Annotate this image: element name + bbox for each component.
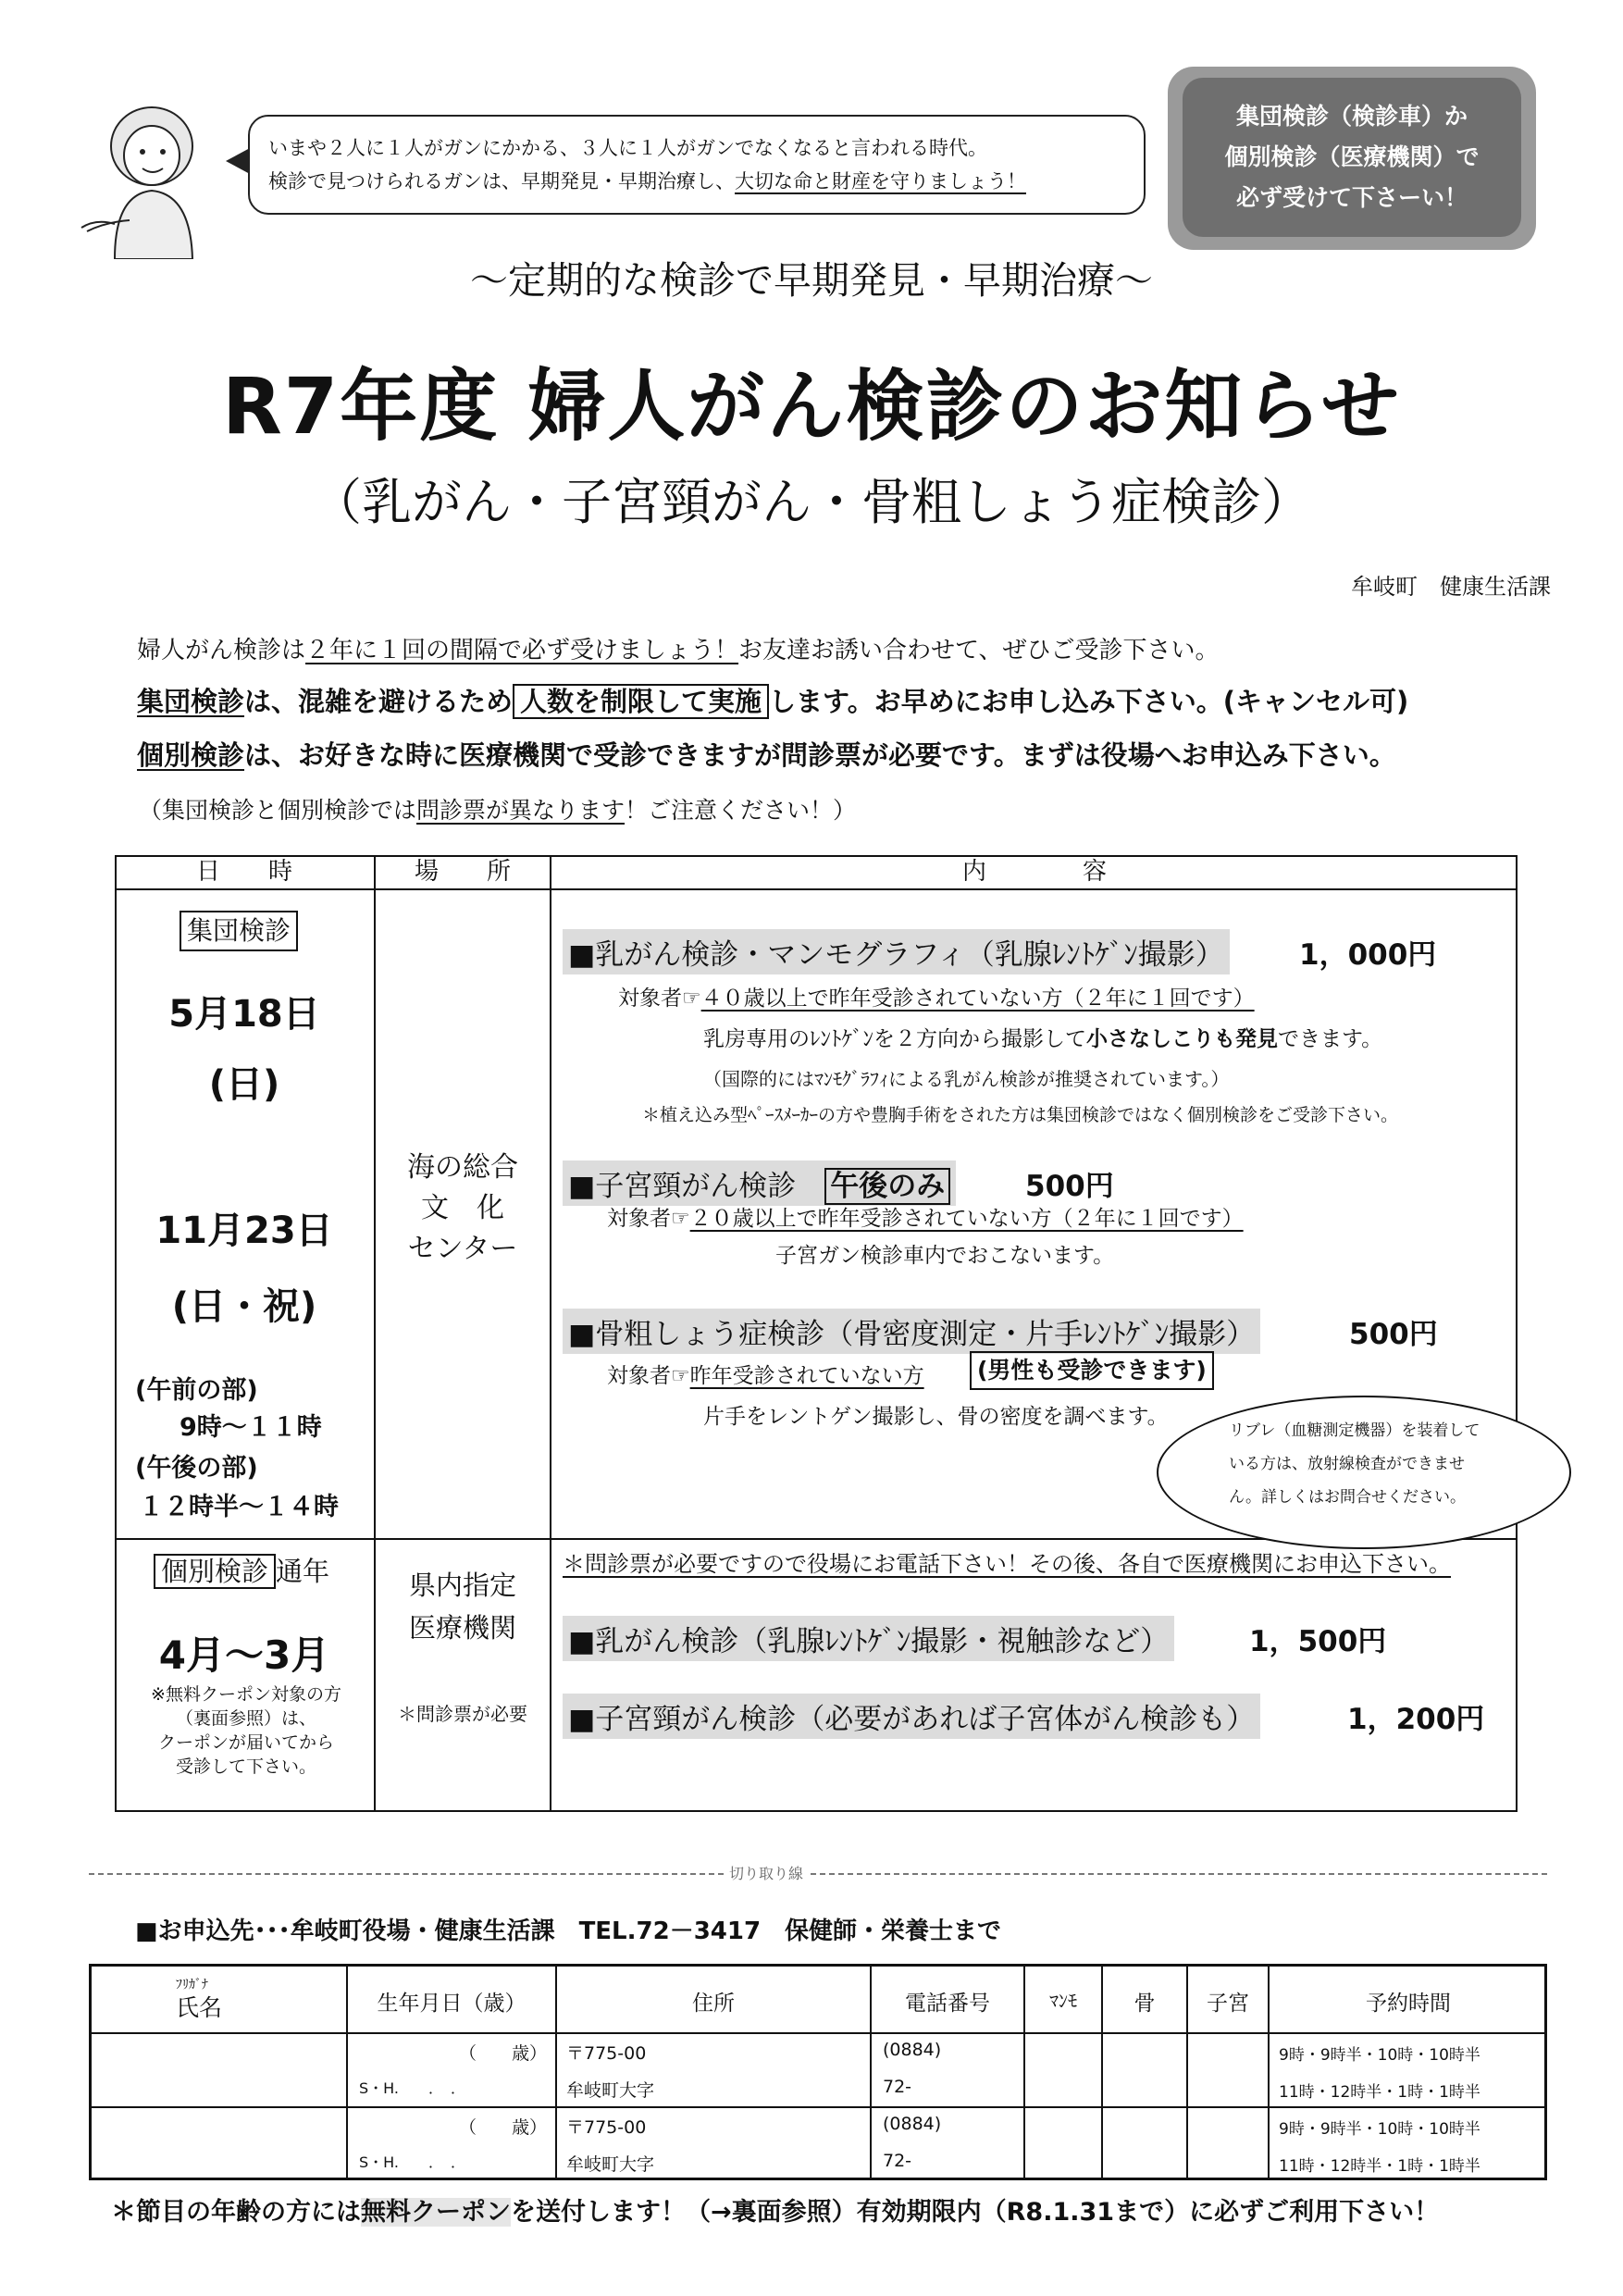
intro-l1b: ２年に１回の間隔で必ず受けましょう！ xyxy=(305,637,739,664)
group-place-3: センター xyxy=(407,1233,518,1265)
intro-line-2 xyxy=(137,681,1408,719)
row2-age[interactable]: （ 歳） xyxy=(459,2117,548,2138)
group-date-2: 11月23日 xyxy=(155,1210,333,1252)
group-breast-note-1: （国際的にはﾏﾝﾓｸﾞﾗﾌｨによる乳がん検診が推奨されています。） xyxy=(703,1068,1230,1090)
row2-zip[interactable]: 〒775-00 xyxy=(566,2117,647,2138)
notice-line-3: 必ず受けて下さーい！ xyxy=(1235,184,1468,211)
indiv-note-1: ※無料クーポン対象の方 xyxy=(151,1684,341,1705)
indiv-note-4: 受診して下さい。 xyxy=(175,1756,316,1777)
group-breast-price: 1，000円 xyxy=(1299,938,1437,972)
row2-phone[interactable]: 72- xyxy=(883,2151,912,2171)
intro-l2d: します。お早めにお申し込み下さい。(キャンセル可) xyxy=(769,686,1409,717)
group-bone-title: ■骨粗しょう症検診（骨密度測定・片手ﾚﾝﾄｹﾞﾝ撮影） xyxy=(563,1309,1260,1354)
group-bone-target-text: 昨年受診されていない方 xyxy=(689,1364,924,1388)
footer-coupon: 無料クーポン xyxy=(361,2198,511,2227)
page-subtitle: （乳がん・子宮頸がん・骨粗しょう症検診） xyxy=(312,473,1311,531)
speech-line-2b: 大切な命と財産を守りましょう！ xyxy=(735,170,1026,192)
am-label: (午前の部) xyxy=(135,1376,258,1405)
apply-heading: ■お申込先･･･牟岐町役場・健康生活課 TEL.72－3417 保健師・栄養士まで xyxy=(135,1917,1002,1945)
indiv-breast-title: ■乳がん検診（乳腺ﾚﾝﾄｹﾞﾝ撮影・視触診など） xyxy=(563,1616,1174,1661)
intro-l4a: （集団検診と個別検診では xyxy=(139,797,417,824)
group-breast-desc xyxy=(703,1022,1382,1052)
indiv-cervical-title: ■子宮頸がん検診（必要があれば子宮体がん検診も） xyxy=(563,1694,1260,1739)
department: 牟岐町 健康生活課 xyxy=(1351,574,1551,600)
intro-line-4 xyxy=(139,792,856,825)
group-exam-label: 集団検診 xyxy=(180,911,298,951)
indiv-exam-label xyxy=(154,1551,329,1589)
footer-c: を送付します！（→裏面参照）有効期限内（R8.1.31まで）に必ずご利用下さい！ xyxy=(511,2198,1440,2227)
group-breast-target xyxy=(618,981,1255,1011)
page-title: R7年度 婦人がん検診のお知らせ xyxy=(222,361,1401,452)
reg-header-address: 住所 xyxy=(692,1992,735,2016)
male-eligible-badge: (男性も受診できます) xyxy=(970,1351,1214,1390)
intro-l4b: 問診票が異なります xyxy=(416,797,626,824)
cut-line xyxy=(89,1873,1547,1875)
nurse-icon xyxy=(78,102,244,259)
group-cervical-target-text: ２０歳以上で昨年受診されていない方（２年に１回です） xyxy=(689,1207,1244,1231)
col-header-content: 内 容 xyxy=(961,858,1107,886)
intro-l4c: ！ご注意ください！） xyxy=(625,797,857,824)
indiv-note-2: （裏面参照）は、 xyxy=(175,1708,316,1729)
indiv-place xyxy=(376,1564,550,1649)
libre-note-1: リブレ（血糖測定機器）を装着して xyxy=(1229,1421,1481,1440)
row2-address[interactable]: 牟岐町大字 xyxy=(566,2154,655,2175)
group-cervical-target xyxy=(607,1201,1244,1232)
target-prefix: 対象者☞ xyxy=(607,1207,690,1231)
breast-desc-c: できます。 xyxy=(1278,1027,1383,1051)
indiv-breast-price: 1，500円 xyxy=(1249,1625,1387,1658)
indiv-label-suffix: 通年 xyxy=(276,1556,330,1587)
reg-header-divider xyxy=(89,2032,1547,2034)
group-cervical-price: 500円 xyxy=(1025,1170,1114,1203)
intro-l1a: 婦人がん検診は xyxy=(137,637,306,664)
group-date-1: 5月18日 xyxy=(168,993,320,1036)
libre-note-3: ん。詳しくはお問合せください。 xyxy=(1229,1488,1467,1507)
speech-bubble xyxy=(248,115,1146,215)
furigana-label: ﾌﾘｶﾞﾅ xyxy=(176,1978,208,1992)
reg-header-name: 氏名 xyxy=(176,1994,223,2021)
row1-area-code[interactable]: (0884) xyxy=(883,2040,942,2060)
col-header-place: 場 所 xyxy=(414,858,511,886)
group-place-2: 文 化 xyxy=(421,1192,504,1224)
group-cervical-desc: 子宮ガン検診車内でおこないます。 xyxy=(775,1244,1115,1268)
row1-age[interactable]: （ 歳） xyxy=(459,2043,548,2064)
reg-header-uterus: 子宮 xyxy=(1207,1992,1249,2016)
row1-address[interactable]: 牟岐町大字 xyxy=(566,2080,655,2101)
indiv-period: 4月～3月 xyxy=(158,1632,330,1678)
row2-area-code[interactable]: (0884) xyxy=(883,2114,942,2134)
col-header-datetime: 日 時 xyxy=(195,858,292,886)
row2-time-1[interactable]: 9時・9時半・10時・10時半 xyxy=(1279,2120,1481,2139)
afternoon-only-badge: 午後のみ xyxy=(824,1168,950,1205)
indiv-cervical-price: 1，200円 xyxy=(1347,1703,1485,1736)
intro-line-1 xyxy=(137,631,1220,665)
row1-era[interactable]: S・H. ． ． xyxy=(359,2079,465,2097)
intro-l3a: 個別検診 xyxy=(137,739,245,771)
breast-desc-b: 小さなしこりも発見 xyxy=(1086,1027,1278,1051)
libre-note-2: いる方は、放射線検査ができませ xyxy=(1229,1455,1465,1473)
speech-line-2a: 検診で見つけられるガンは、早期発見・早期治療し、 xyxy=(268,170,735,192)
intro-l2b: は、混雑を避けるため xyxy=(244,686,514,717)
indiv-place-note: ＊問診票が必要 xyxy=(398,1703,527,1725)
group-place xyxy=(376,1148,550,1270)
group-breast-title: ■乳がん検診・マンモグラフィ（乳腺ﾚﾝﾄｹﾞﾝ撮影） xyxy=(563,929,1230,974)
indiv-notice xyxy=(563,1545,1451,1578)
nurse-illustration xyxy=(78,102,244,259)
row1-phone[interactable]: 72- xyxy=(883,2077,912,2097)
indiv-place-2: 医療機関 xyxy=(408,1612,516,1644)
pm-label: (午後の部) xyxy=(135,1454,258,1483)
reg-header-bone: 骨 xyxy=(1134,1992,1156,2016)
intro-l2a: 集団検診 xyxy=(137,686,245,717)
row2-era[interactable]: S・H. ． ． xyxy=(359,2153,465,2171)
am-time: 9時～１１時 xyxy=(180,1413,322,1442)
col-divider-2 xyxy=(550,855,551,1812)
reg-header-mammo: ﾏﾝﾓ xyxy=(1049,1990,1077,2012)
indiv-notice-text: ＊問診票が必要ですので役場にお電話下さい！その後、各自で医療機関にお申込下さい。 xyxy=(563,1551,1451,1577)
group-breast-note-2: ＊植え込み型ﾍﾟｰｽﾒｰｶｰの方や豊胸手術をされた方は集団検診ではなく個別検診をご受診下さい。 xyxy=(642,1105,1399,1125)
subtitle: ～定期的な検診で早期発見・早期治療～ xyxy=(470,258,1153,303)
breast-desc-a: 乳房専用のﾚﾝﾄｹﾞﾝを２方向から撮影して xyxy=(703,1027,1086,1051)
col-divider-1 xyxy=(374,855,376,1812)
group-date-2-day: (日・祝) xyxy=(171,1285,317,1328)
footer-note xyxy=(111,2191,1439,2228)
indiv-label-text: 個別検診 xyxy=(154,1554,276,1589)
row1-time-2[interactable]: 11時・12時半・1時・1時半 xyxy=(1279,2083,1481,2102)
notice-line-2: 個別検診（医療機関）で xyxy=(1224,143,1480,170)
group-bone-price: 500円 xyxy=(1349,1318,1438,1351)
libre-note xyxy=(1229,1414,1525,1514)
row1-time-1[interactable]: 9時・9時半・10時・10時半 xyxy=(1279,2046,1481,2065)
target-prefix: 対象者☞ xyxy=(618,987,701,1011)
speech-line-1: いまや２人に１人がガンにかかる、３人に１人がガンでなくなると言われる時代。 xyxy=(268,137,987,159)
footer-a: ＊節目の年齢の方には xyxy=(111,2198,361,2227)
pm-time: １２時半～１４時 xyxy=(139,1493,339,1521)
group-place-1: 海の総合 xyxy=(407,1151,518,1184)
notice-line-1: 集団検診（検診車）か xyxy=(1235,103,1468,130)
group-cervical-title xyxy=(563,1160,956,1206)
group-date-1-day: (日) xyxy=(208,1063,280,1106)
intro-l3b: は、お好きな時に医療機関で受診できますが問診票が必要です。まずは役場へお申込み下さい。 xyxy=(244,739,1396,771)
reg-header-dob: 生年月日（歳） xyxy=(377,1992,527,2016)
intro-line-3 xyxy=(137,735,1396,773)
notice-box xyxy=(1183,78,1521,237)
indiv-note-3: クーポンが届いてから xyxy=(157,1732,334,1753)
header-row-divider xyxy=(115,888,1518,890)
speech-bubble-tail xyxy=(226,148,250,174)
group-breast-target-text: ４０歳以上で昨年受診されていない方（２年に１回です） xyxy=(700,987,1255,1011)
indiv-coupon-note xyxy=(126,1682,366,1779)
cervical-title-text: ■子宮頸がん検診 xyxy=(568,1170,797,1203)
speech-line-2 xyxy=(268,165,1125,198)
row2-time-2[interactable]: 11時・12時半・1時・1時半 xyxy=(1279,2157,1481,2176)
indiv-place-1: 県内指定 xyxy=(408,1570,516,1601)
intro-l1c: お友達お誘い合わせて、ぜひご受診下さい。 xyxy=(738,637,1220,664)
cut-line-label: 切り取り線 xyxy=(724,1862,809,1883)
group-bone-target xyxy=(607,1359,924,1389)
intro-l2c: 人数を制限して実施 xyxy=(513,684,769,719)
group-bone-desc: 片手をレントゲン撮影し、骨の密度を調べます。 xyxy=(703,1405,1169,1429)
reg-header-phone: 電話番号 xyxy=(905,1992,990,2016)
reg-header-time: 予約時間 xyxy=(1366,1992,1451,2016)
target-prefix: 対象者☞ xyxy=(607,1364,690,1388)
reg-row-divider xyxy=(89,2106,1547,2108)
row1-zip[interactable]: 〒775-00 xyxy=(566,2043,647,2064)
